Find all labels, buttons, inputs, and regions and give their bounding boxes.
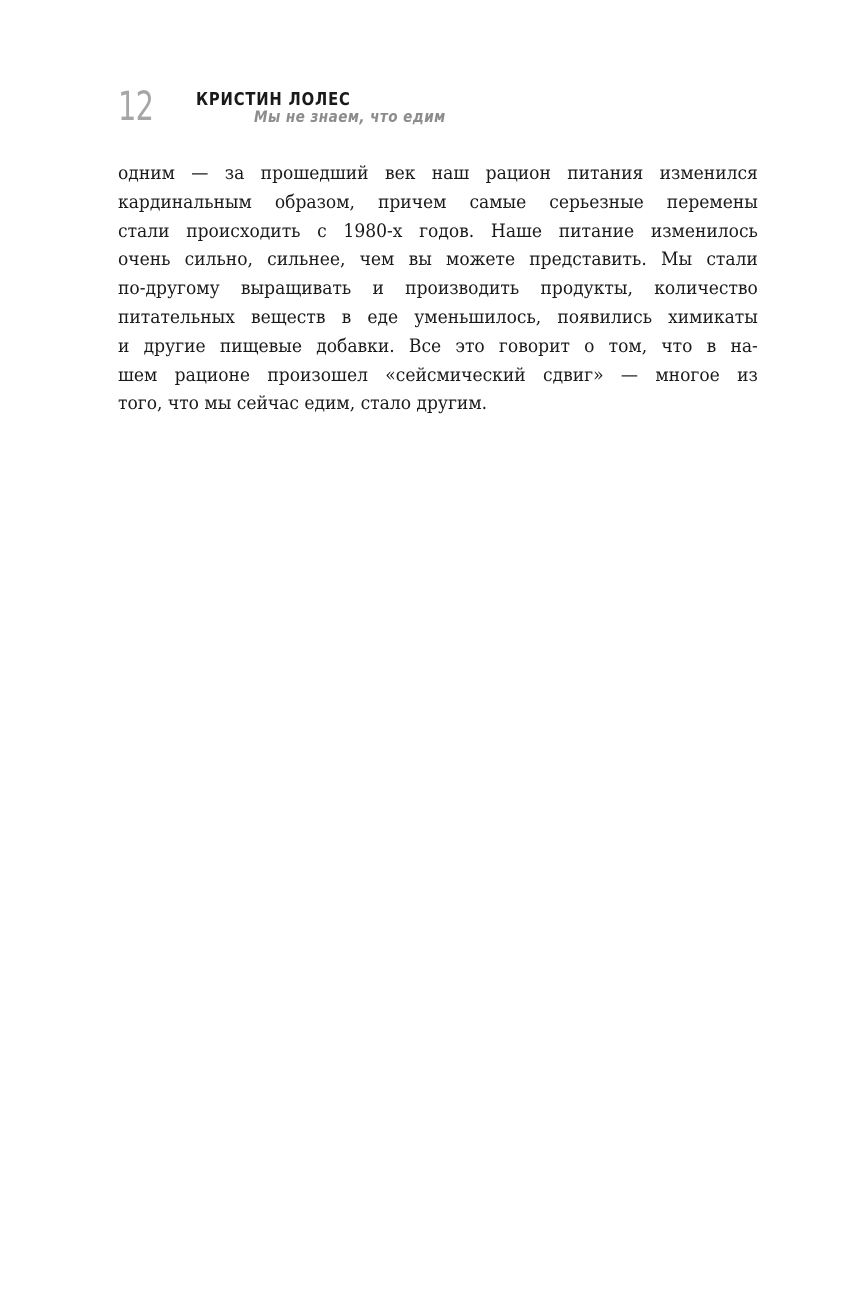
book-title: Мы не знаем, что едим — [254, 107, 446, 126]
text-line: по-другому выращивать и производить продукты, количество — [118, 278, 758, 300]
text-line: стали происходить с 1980-х годов. Наше питание изменилось — [118, 220, 758, 242]
text-line: шем рационе произошел «сейсмический сдвиг» — многое из — [118, 364, 758, 386]
text-line: кардинальным образом, причем самые серьезные перемены — [118, 191, 758, 213]
body-paragraph — [118, 160, 758, 419]
running-header — [118, 84, 758, 134]
text-line: и другие пищевые добавки. Все это говорит о том, что в на- — [118, 335, 758, 357]
author-name: КРИСТИН ЛОЛЕС — [196, 89, 351, 110]
text-line: того, что мы сейчас едим, стало другим. — [118, 393, 488, 415]
page-number: 12 — [118, 84, 154, 130]
text-line: одним — за прошедший век наш рацион питания изменился — [118, 163, 758, 184]
text-line: очень сильно, сильнее, чем вы можете представить. Мы стали — [118, 249, 758, 271]
text-line: питательных веществ в еде уменьшилось, появились химикаты — [118, 306, 758, 328]
